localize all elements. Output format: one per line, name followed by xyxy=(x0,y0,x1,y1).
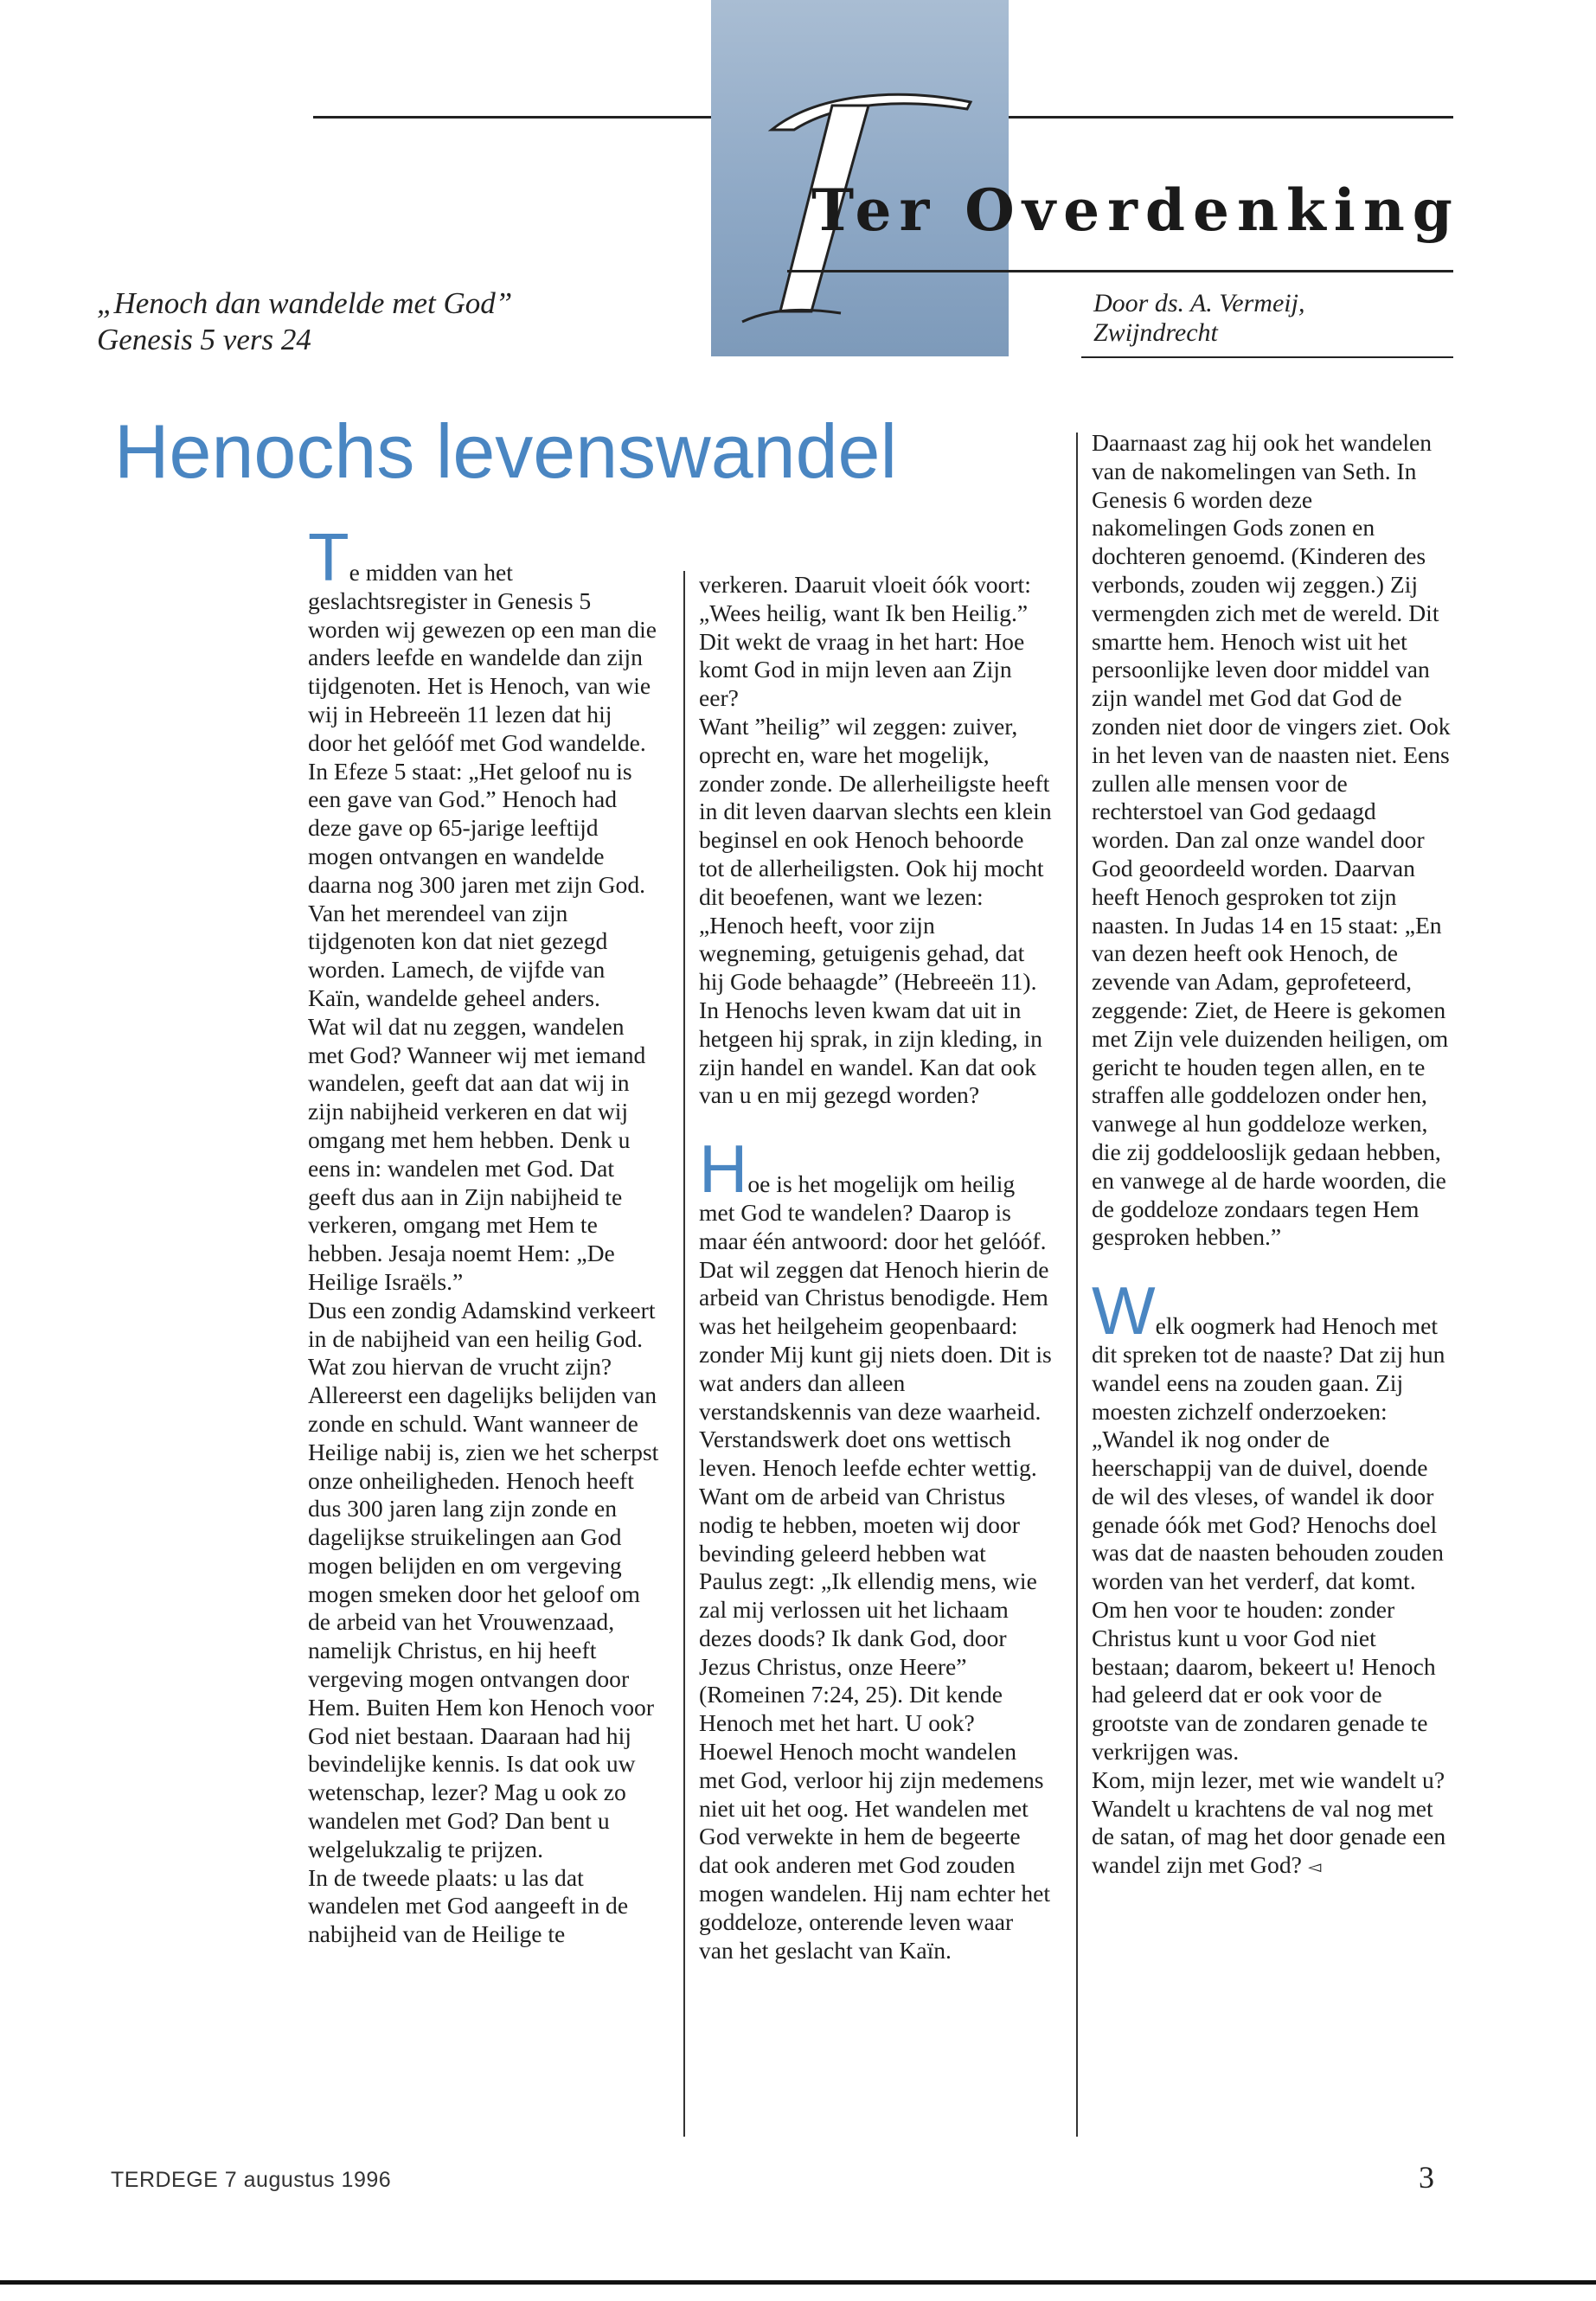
column-divider xyxy=(1076,433,1078,2137)
paragraph: Want ”heilig” wil zeggen: zuiver, oprecht en, ware het mogelijk, zonder zonde. De allerheiligste heeft in dit leven daarvan slechts een klein beginsel en ook Henoch behoorde tot de allerheiligsten. Ook hij mocht dit beoefenen, want we lezen: „Henoch heeft, voor zijn wegneming, getuigenis gehad, dat hij Gode behaagde” (Hebreeën 11). In Henochs leven kwam dat uit in hetgeen hij sprak, in zijn kleding, in zijn handel en wandel. Kan dat ook van u en mij gezegd worden? xyxy=(699,712,1052,1109)
end-of-article-icon: ◅ xyxy=(1307,1857,1322,1877)
header-top-rule-left xyxy=(313,116,711,119)
column-divider xyxy=(683,571,685,2137)
bible-reference: Genesis 5 vers 24 xyxy=(97,323,311,356)
section-title-underline xyxy=(787,270,1453,272)
byline-place: Zwijndrecht xyxy=(1093,318,1218,347)
drop-cap: T xyxy=(308,519,349,595)
section-title: Ter Overdenking xyxy=(811,176,1460,244)
footer-bottom-rule xyxy=(0,2280,1596,2285)
paragraph: Welk oogmerk had Henoch met dit spreken tot de naaste? Dat zij hun wandel eens na zouden gaan. Zij moesten zichzelf onderzoeken: „Wandel ik nog onder de heerschappij van de duivel, doende de wil des vleses, of wandel ik door genade óók met God? Henochs doel was dat de naasten behouden zouden worden van het verderf, dat komt. Om hen voor te houden: zonder Christus kunt u voor God niet bestaan; daarom, bekeert u! Henoch had geleerd dat er ook voor de grootste van de zondaren genade te verkrijgen was. xyxy=(1092,1272,1445,1766)
footer-publication: TERDEGE 7 augustus 1996 xyxy=(111,2168,392,2192)
paragraph: Dus een zondig Adamskind verkeert in de nabijheid van een heilig God. Wat zou hiervan de vrucht zijn? Allereerst een dagelijks belijden van zonde en schuld. Want wanneer de Heilige nabij is, zien we het scherpst onze onheiligheden. Henoch heeft dus 300 jaren lang zijn zonde en dagelijkse struikelingen aan God mogen belijden en om vergeving mogen smeken door het geloof om de arbeid van het Vrouwenzaad, namelijk Christus, en hij heeft vergeving mogen ontvangen door Hem. Buiten Hem kon Henoch voor God niet bestaan. Daaraan had hij bevindelijke kennis. Is dat ook uw wetenschap, lezer? Mag u ook zo wandelen met God? Dan bent u welgelukzalig te prijzen. xyxy=(308,1296,659,1862)
paragraph: Daarnaast zag hij ook het wandelen van de nakomelingen van Seth. In Genesis 6 worden deze nakomelingen Gods zonen en dochteren genoemd. (Kinderen des verbonds, zouden wij zeggen.) Zij vermengden zich met de wereld. Dit smartte hem. Henoch wist uit het persoonlijke leven door middel van zijn wandel met God dat God de zonden niet door de vingers ziet. Ook in het leven van de naasten niet. Eens zullen alle mensen voor de rechterstoel van God gedaagd worden. Dan zal onze wandel door God geoordeeld worden. Daarvan heeft Henoch gesproken tot zijn naasten. In Judas 14 en 15 staat: „En van dezen heeft ook Henoch, de zevende van Adam, geprofeteerd, zeggende: Ziet, de Heere is gekomen met Zijn vele duizenden heiligen, om gericht te houden tegen allen, en te straffen alle goddelozen onder hen, vanwege al hun goddeloze werken, die zij goddelooslijk gedaan hebben, en vanwege al de harde woorden, die de goddeloze zondaars tegen Hem gesproken hebben.” xyxy=(1092,429,1451,1251)
article-title: Henochs levenswandel xyxy=(114,408,898,494)
paragraph: Kom, mijn lezer, met wie wandelt u? Wandelt u krachtens de val nog met de satan, of mag het door genade een wandel zijn met God? ◅ xyxy=(1092,1766,1446,1879)
article-column-1 xyxy=(308,519,661,1949)
byline-underline xyxy=(1081,356,1453,358)
paragraph: verkeren. Daaruit vloeit óók voort: „Wees heilig, want Ik ben Heilig.” Dit wekt de vraag in het hart: Hoe komt God in mijn leven aan Zijn eer? xyxy=(699,571,1031,712)
page-number: 3 xyxy=(1419,2160,1434,2195)
paragraph: Hoewel Henoch mocht wandelen met God, verloor hij zijn medemens niet uit het oog. Het wandelen met God verwekte in hem de begeerte dat ook anderen met God zouden mogen wandelen. Hij nam echter het goddeloze, onterende leven waar van het geslacht van Kaïn. xyxy=(699,1738,1051,1964)
article-column-3 xyxy=(1092,429,1453,1881)
article-column-2 xyxy=(699,571,1052,1965)
paragraph: In Efeze 5 staat: „Het geloof nu is een gave van God.” Henoch had deze gave op 65-jarige leeftijd mogen ontvangen en wandelde daarna nog 300 jaren met zijn God. Van het merendeel van zijn tijdgenoten kon dat niet gezegd worden. Lamech, de vijfde van Kaïn, wandelde geheel anders. xyxy=(308,757,646,1011)
header-top-rule-right xyxy=(1009,116,1453,119)
paragraph: Te midden van het geslachtsregister in Genesis 5 worden wij gewezen op een man die anders leefde en wandelde dan zijn tijdgenoten. Het is Henoch, van wie wij in Hebreeën 11 lezen dat hij door het gelóóf met God wandelde. xyxy=(308,519,657,756)
paragraph: Hoe is het mogelijk om heilig met God te wandelen? Daarop is maar één antwoord: door het gelóóf. Dat wil zeggen dat Henoch hierin de arbeid van Christus benodigde. Hem was het heilgeheim geopenbaard: zonder Mij kunt gij niets doen. Dit is wat anders dan alleen verstandskennis van deze waarheid. Verstandswerk doet ons wettisch leven. Henoch leefde echter wettig. Want om de arbeid van Christus nodig te hebben, moeten wij door bevinding geleerd hebben wat Paulus zegt: „Ik ellendig mens, wie zal mij verlossen uit het lichaam dezes doods? Ik dank God, door Jezus Christus, onze Heere” (Romeinen 7:24, 25). Dit kende Henoch met het hart. U ook? xyxy=(699,1131,1052,1737)
drop-cap: H xyxy=(699,1131,748,1208)
byline-author: Door ds. A. Vermeij, xyxy=(1093,289,1305,317)
paragraph: Wat wil dat nu zeggen, wandelen met God? Wanneer wij met iemand wandelen, geeft dat aan dat wij in zijn nabijheid verkeren en dat wij omgang met hem hebben. Denk u eens in: wandelen met God. Dat geeft dus aan in Zijn nabijheid te verkeren, omgang met Hem te hebben. Jesaja noemt Hem: „De Heilige Israëls.” xyxy=(308,1012,646,1295)
paragraph: In de tweede plaats: u las dat wandelen met God aangeeft in de nabijheid van de Heilige te xyxy=(308,1863,629,1948)
bible-quote: „Henoch dan wandelde met God” xyxy=(97,286,513,320)
drop-cap: W xyxy=(1092,1272,1156,1349)
